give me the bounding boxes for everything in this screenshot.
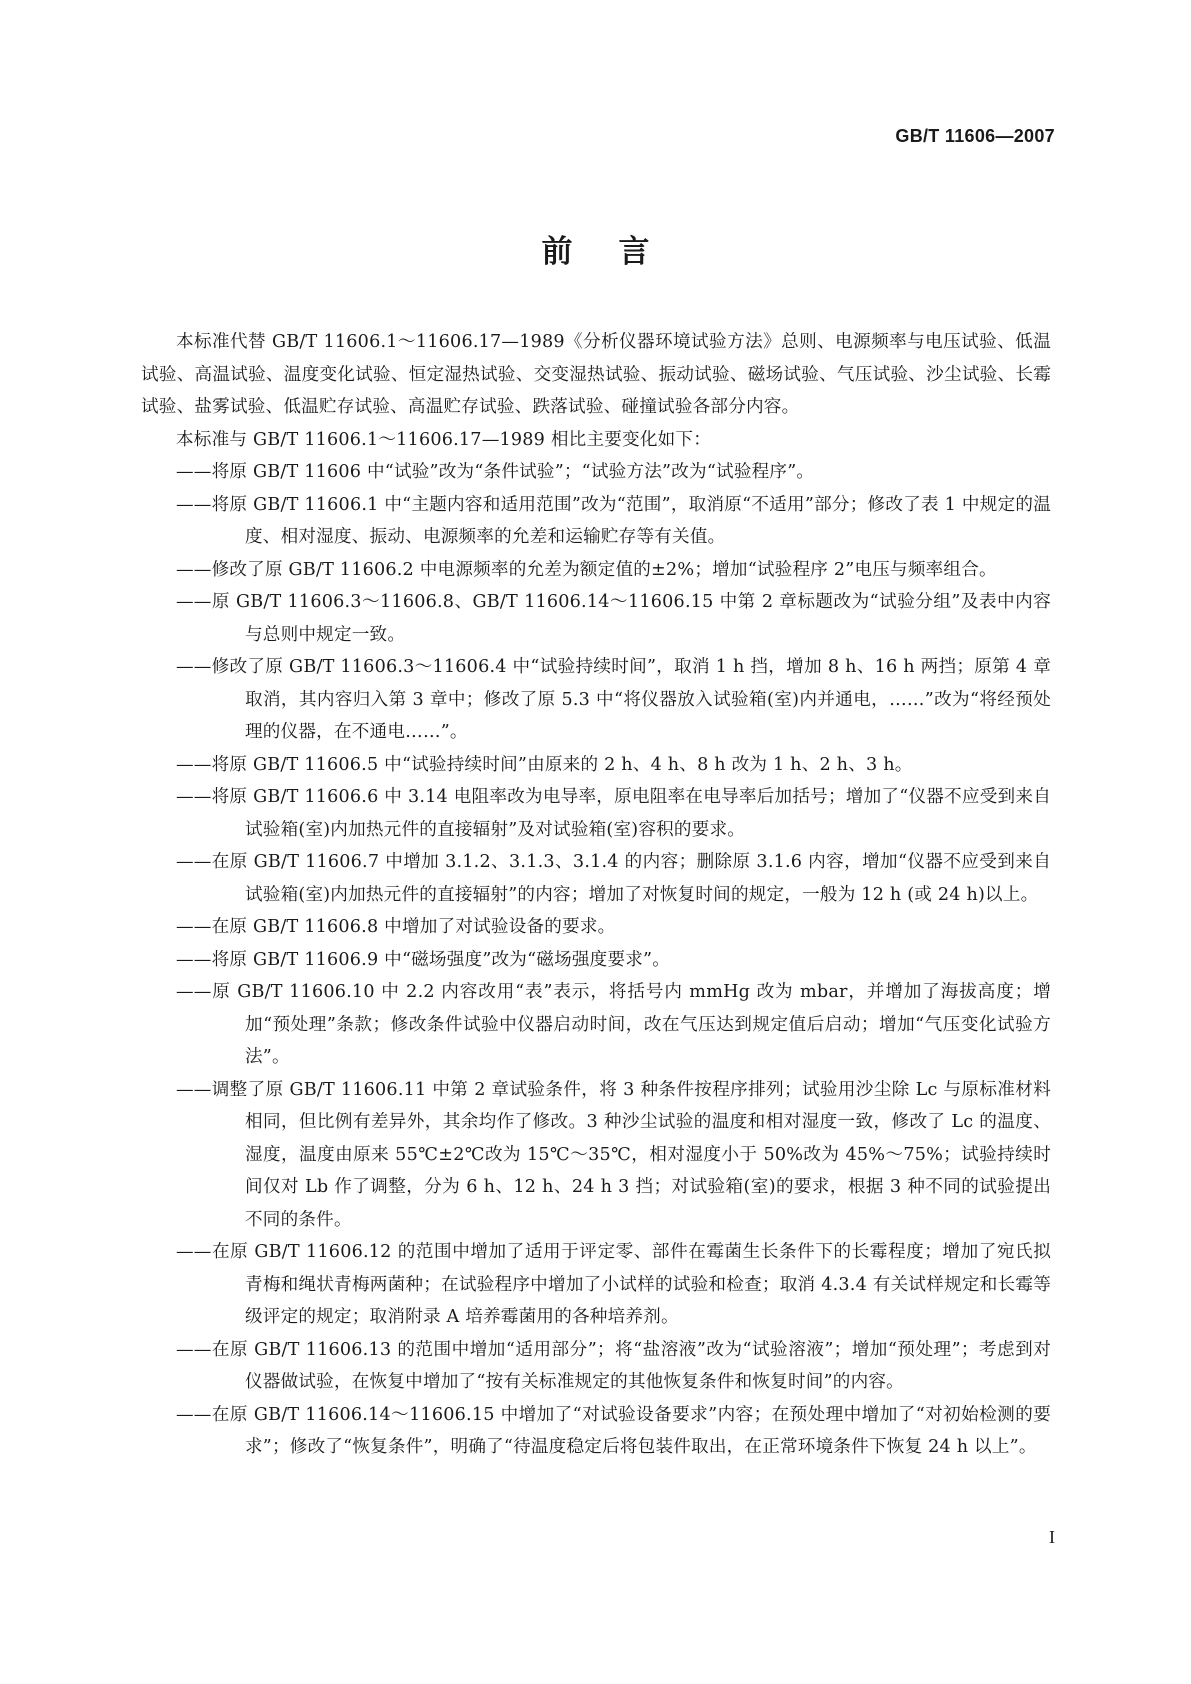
change-item: ——在原 GB/T 11606.14～11606.15 中增加了“对试验设备要求”内容；在预处理中增加了“对初始检测的要求”；修改了“恢复条件”，明确了“待温度稳定后将包装件取出，在正常环境条件下恢复 24 h 以上”。: [176, 1404, 1051, 1457]
page-number: I: [1049, 1527, 1055, 1547]
change-item: ——修改了原 GB/T 11606.2 中电源频率的允差为额定值的±2%；增加“试验程序 2”电压与频率组合。: [176, 559, 997, 580]
change-item: ——在原 GB/T 11606.7 中增加 3.1.2、3.1.3、3.1.4 的内容；删除原 3.1.6 内容，增加“仪器不应受到来自试验箱(室)内加热元件的直接辐射”的内容；增加了对恢复时间的规定，一般为 12 h (或 24 h)以上。: [176, 852, 1051, 905]
change-item: ——原 GB/T 11606.3～11606.8、GB/T 11606.14～11606.15 中第 2 章标题改为“试验分组”及表中内容与总则中规定一致。: [176, 592, 1051, 645]
change-item: ——将原 GB/T 11606.6 中 3.14 电阻率改为电导率，原电阻率在电导率后加括号；增加了“仪器不应受到来自试验箱(室)内加热元件的直接辐射”及对试验箱(室)容积的要求。: [176, 787, 1051, 840]
change-item: ——在原 GB/T 11606.8 中增加了对试验设备的要求。: [176, 917, 616, 937]
intro-paragraph: 本标准与 GB/T 11606.1～11606.17—1989 相比主要变化如下：: [176, 429, 712, 450]
change-item: ——将原 GB/T 11606.9 中“磁场强度”改为“磁场强度要求”。: [176, 949, 671, 970]
intro-paragraph: 本标准代替 GB/T 11606.1～11606.17—1989《分析仪器环境试验方法》总则、电源频率与电压试验、低温试验、高温试验、温度变化试验、恒定湿热试验、交变湿热试验、振动试验、磁场试验、气压试验、沙尘试验、长霉试验、盐雾试验、低温贮存试验、高温贮存试验、跌落试验、碰撞试验各部分内容。: [141, 332, 1051, 417]
change-item: ——将原 GB/T 11606 中“试验”改为“条件试验”；“试验方法”改为“试验程序”。: [176, 462, 815, 482]
document-body: [141, 326, 1051, 1464]
change-item: ——修改了原 GB/T 11606.3～11606.4 中“试验持续时间”，取消 1 h 挡，增加 8 h、16 h 两挡；原第 4 章取消，其内容归入第 3 章中；修改了原 5.3 中“将仪器放入试验箱(室)内并通电，……”改为“将经预处理的仪器，在不通电……”。: [176, 657, 1051, 742]
change-item: ——在原 GB/T 11606.12 的范围中增加了适用于评定零、部件在霉菌生长条件下的长霉程度；增加了宛氏拟青梅和绳状青梅两菌种；在试验程序中增加了小试样的试验和检查；取消 4.3.4 有关试样规定和长霉等级评定的规定；取消附录 A 培养霉菌用的各种培养剂。: [176, 1242, 1051, 1327]
change-item: ——在原 GB/T 11606.13 的范围中增加“适用部分”；将“盐溶液”改为“试验溶液”；增加“预处理”；考虑到对仪器做试验，在恢复中增加了“按有关标准规定的其他恢复条件和恢复时间”的内容。: [176, 1339, 1051, 1392]
change-item: ——原 GB/T 11606.10 中 2.2 内容改用“表”表示，将括号内 mmHg 改为 mbar，并增加了海拔高度；增加“预处理”条款；修改条件试验中仪器启动时间，改在气压达到规定值后启动；增加“气压变化试验方法”。: [176, 982, 1051, 1067]
page-title: 前言: [541, 234, 696, 270]
standard-code: GB/T 11606—2007: [895, 126, 1055, 146]
change-item: ——调整了原 GB/T 11606.11 中第 2 章试验条件，将 3 种条件按程序排列；试验用沙尘除 Lc 与原标准材料相同，但比例有差异外，其余均作了修改。3 种沙尘试验的温度和相对湿度一致，修改了 Lc 的温度、湿度，温度由原来 55℃±2℃改为 15℃～35℃，相对湿度小于 50%改为 45%～75%；试验持续时间仅对 Lb 作了调整，分为 6 h、12 h、24 h 3 挡；对试验箱(室)的要求，根据 3 种不同的试验提出不同的条件。: [176, 1079, 1051, 1230]
change-item: ——将原 GB/T 11606.1 中“主题内容和适用范围”改为“范围”，取消原“不适用”部分；修改了表 1 中规定的温度、相对湿度、振动、电源频率的允差和运输贮存等有关值。: [176, 494, 1051, 547]
change-item: ——将原 GB/T 11606.5 中“试验持续时间”由原来的 2 h、4 h、8 h 改为 1 h、2 h、3 h。: [176, 754, 913, 775]
